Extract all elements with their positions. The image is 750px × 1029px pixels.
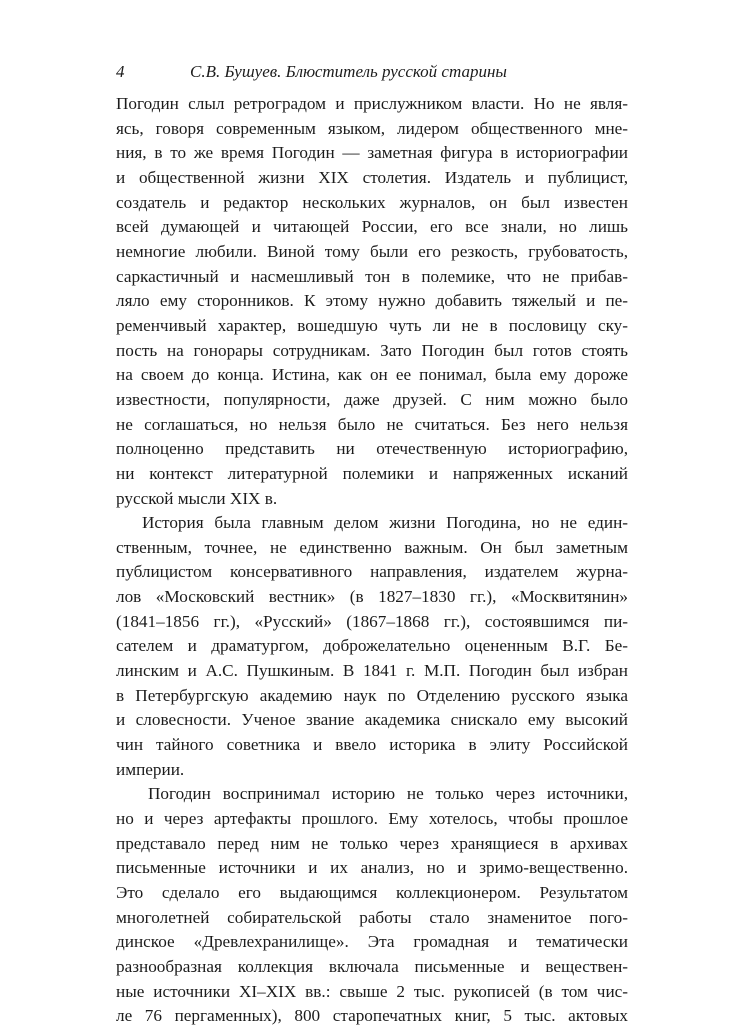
text-line: представало перед ним не только через хранящиеся в архивах (116, 833, 628, 853)
text-line: лов «Московский вестник» (в 1827–1830 гг.), «Москвитянин» (116, 587, 628, 607)
text-line: всей думающей и читающей России, его все знали, но лишь (116, 217, 628, 237)
text-line: немногие любили. Виной тому были его резкость, грубоватость, (116, 241, 628, 261)
text-line: ясь, говоря современным языком, лидером общественного мне- (116, 118, 628, 138)
page-number: 4 (116, 62, 125, 81)
text-line: (1841–1856 гг.), «Русский» (1867–1868 гг.), состоявшимся пи- (116, 611, 628, 631)
text-line: публицистом консервативного направления, издателем журна- (116, 562, 628, 582)
text-line: и общественной жизни XIX столетия. Издатель и публицист, (116, 167, 628, 187)
text-line: Погодин слыл ретроградом и прислужником власти. Но не явля- (116, 94, 628, 113)
book-page (116, 62, 628, 1029)
text-line: динское «Древлехранилище». Эта громадная и тематически (116, 932, 628, 952)
text-line: пость на гонорары сотрудникам. Зато Погодин был готов стоять (116, 340, 628, 360)
text-line: ные источники XI–XIX вв.: свыше 2 тыс. рукописей (в том чис- (116, 981, 628, 1001)
text-line: ляло ему сторонников. К этому нужно добавить тяжелый и пе- (116, 291, 628, 311)
running-header (116, 62, 628, 92)
text-line: не соглашаться, но нельзя было не считаться. Без него нельзя (116, 414, 628, 434)
text-line: письменные источники и их анализ, но и зримо-вещественно. (116, 858, 628, 878)
text-line: ственным, точнее, не единственно важным. Он был заметным (116, 537, 628, 557)
running-title: С.В. Бушуев. Блюститель русской старины (190, 62, 507, 81)
text-line: линским и А.С. Пушкиным. В 1841 г. М.П. Погодин был избран (116, 661, 628, 681)
text-line: чин тайного советника и ввело историка в элиту Российской (116, 735, 628, 755)
text-line: и словесности. Ученое звание академика снискало ему высокий (116, 710, 628, 730)
text-line: в Петербургскую академию наук по Отделению русского языка (116, 685, 628, 705)
text-line: империи. (116, 759, 185, 779)
text-line: на своем до конца. Истина, как он ее понимал, была ему дороже (116, 365, 628, 385)
text-line: ле 76 пергаменных), 800 старопечатных книг, 5 тыс. актовых (116, 1006, 628, 1026)
text-line: полноценно представить ни отечественную историографию, (116, 439, 628, 459)
text-line: многолетней собирательской работы стало знаменитое пого- (116, 907, 628, 927)
text-line: История была главным делом жизни Погодина, но не един- (142, 513, 628, 533)
text-line: известности, популярности, даже друзей. С ним можно было (116, 389, 628, 409)
text-line: создатель и редактор нескольких журналов, он был известен (116, 192, 628, 212)
text-line: сателем и драматургом, доброжелательно оцененным В.Г. Бе- (116, 636, 628, 656)
paragraph-3 (116, 782, 628, 1029)
text-line: разнообразная коллекция включала письменные и веществен- (116, 956, 628, 976)
text-line: ни контекст литературной полемики и напряженных исканий (116, 463, 628, 483)
text-line: ременчивый характер, вошедшую чуть ли не в пословицу ску- (116, 315, 628, 335)
text-line: но и через артефакты прошлого. Ему хотелось, чтобы прошлое (116, 809, 628, 829)
text-line: Это сделало его выдающимся коллекционером. Результатом (116, 883, 628, 902)
text-line: саркастичный и насмешливый тон в полемике, что не прибав- (116, 266, 628, 286)
paragraph-1 (116, 92, 628, 511)
text-line: русской мысли XIX в. (116, 488, 278, 508)
text-line: Погодин воспринимал историю не только через источники, (148, 784, 628, 804)
paragraph-2 (116, 511, 628, 782)
text-line: ния, в то же время Погодин — заметная фигура в историографии (116, 143, 628, 163)
